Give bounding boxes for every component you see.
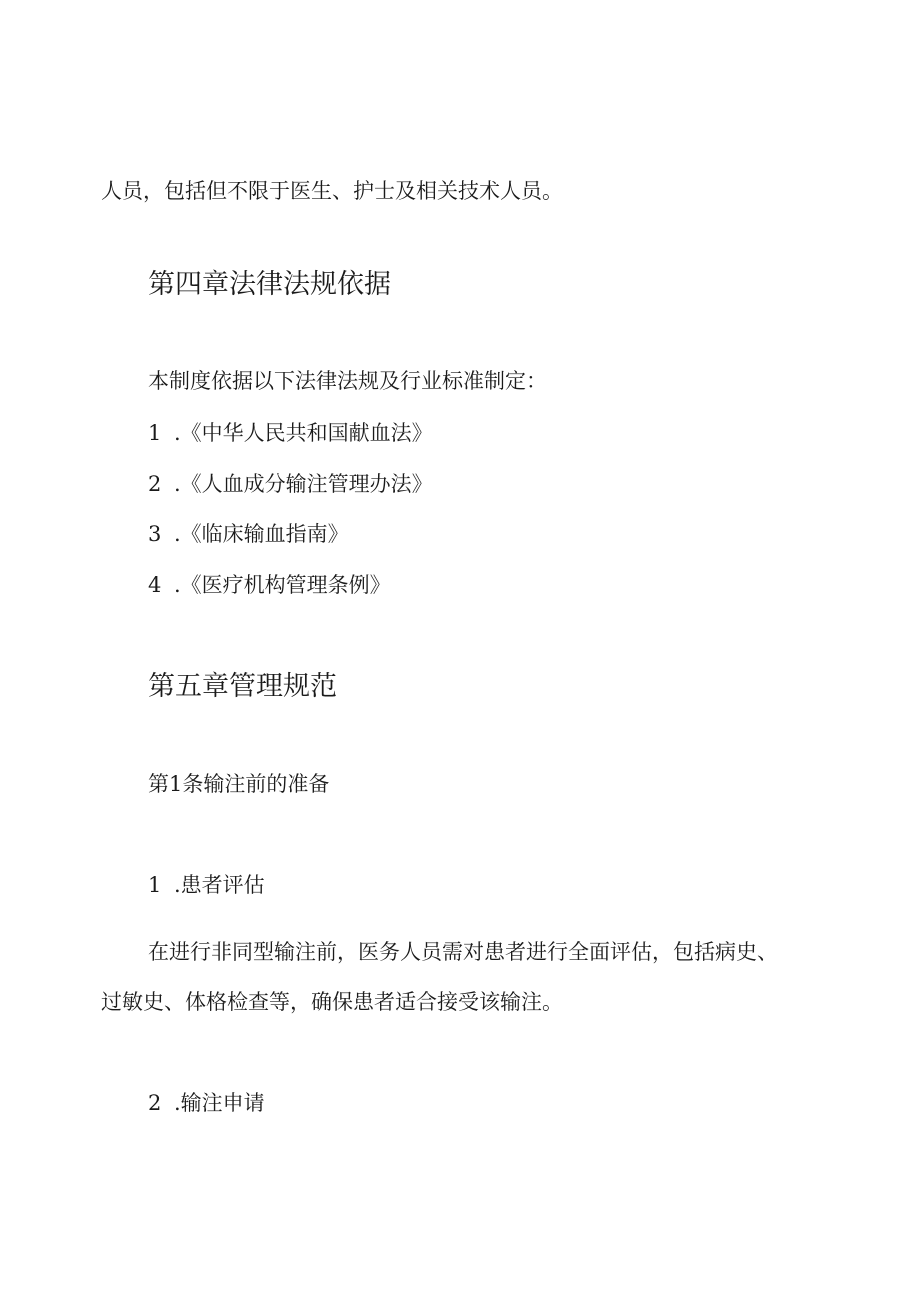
chapter-4-title: 第四章法律法规依据 bbox=[148, 269, 391, 300]
article-1-heading: 第1条输注前的准备 bbox=[148, 772, 330, 796]
chapter-4-intro: 本制度依据以下法律法规及行业标准制定： bbox=[148, 369, 547, 393]
chapter-5-title: 第五章管理规范 bbox=[148, 671, 337, 702]
list-item-number: 3 bbox=[148, 522, 162, 546]
subsection-heading bbox=[148, 870, 265, 900]
list-item-text: .《临床输血指南》 bbox=[174, 522, 349, 546]
subsection-heading bbox=[148, 1088, 265, 1118]
list-item-text: .《人血成分输注管理办法》 bbox=[174, 472, 433, 496]
list-item-text: .《中华人民共和国献血法》 bbox=[174, 421, 433, 445]
law-list-item bbox=[148, 418, 433, 448]
law-list-item bbox=[148, 519, 349, 549]
subsection-text: .患者评估 bbox=[174, 873, 265, 897]
paragraph-line: 在进行非同型输注前，医务人员需对患者进行全面评估，包括病史、 bbox=[148, 940, 778, 964]
law-list-item bbox=[148, 469, 433, 499]
subsection-number: 2 bbox=[148, 1091, 162, 1115]
list-item-number: 4 bbox=[148, 573, 162, 597]
list-item-number: 2 bbox=[148, 472, 162, 496]
list-item-number: 1 bbox=[148, 421, 162, 445]
paragraph-line: 过敏史、体格检查等，确保患者适合接受该输注。 bbox=[101, 990, 563, 1014]
list-item-text: .《医疗机构管理条例》 bbox=[174, 573, 391, 597]
subsection-text: .输注申请 bbox=[174, 1091, 265, 1115]
law-list-item bbox=[148, 570, 391, 600]
subsection-number: 1 bbox=[148, 873, 162, 897]
continuation-paragraph: 人员，包括但不限于医生、护士及相关技术人员。 bbox=[101, 179, 563, 203]
